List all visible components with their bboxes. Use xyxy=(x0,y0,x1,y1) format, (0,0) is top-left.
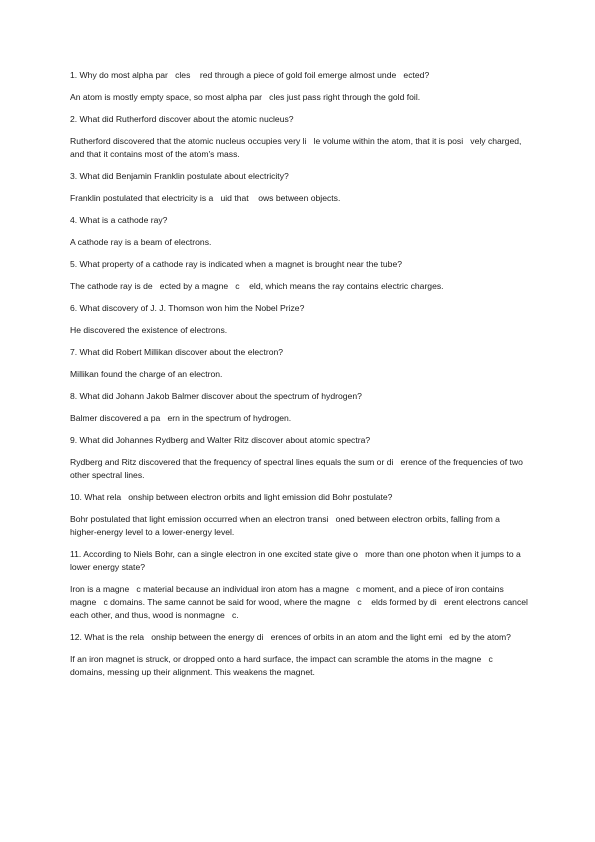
question-2: 2. What did Rutherford discover about the atomic nucleus? xyxy=(70,114,294,124)
answer-2: Rutherford discovered that the atomic nucleus occupies very li le volume within the atom, that it is posi vely charged, and that it contains most of the atom's mass. xyxy=(70,136,522,159)
qa-item-4 xyxy=(70,214,528,249)
qa-item-2 xyxy=(70,113,528,161)
answer-12: If an iron magnet is struck, or dropped onto a hard surface, the impact can scramble the atoms in the magne c domains, messing up their alignment. This weakens the magnet. xyxy=(70,654,493,677)
qa-item-1 xyxy=(70,69,528,104)
question-3: 3. What did Benjamin Franklin postulate about electricity? xyxy=(70,171,289,181)
answer-3: Franklin postulated that electricity is a uid that ows between objects. xyxy=(70,193,341,203)
question-11: 11. According to Niels Bohr, can a single electron in one excited state give o more than one photon when it jumps to a lower energy state? xyxy=(70,549,521,572)
question-9: 9. What did Johannes Rydberg and Walter Ritz discover about atomic spectra? xyxy=(70,435,371,445)
question-4: 4. What is a cathode ray? xyxy=(70,215,168,225)
document-body xyxy=(70,69,528,688)
answer-8: Balmer discovered a pa ern in the spectrum of hydrogen. xyxy=(70,413,292,423)
question-12: 12. What is the rela onship between the energy di erences of orbits in an atom and the light emi ed by the atom? xyxy=(70,632,511,642)
question-6: 6. What discovery of J. J. Thomson won him the Nobel Prize? xyxy=(70,303,305,313)
answer-4: A cathode ray is a beam of electrons. xyxy=(70,237,212,247)
answer-5: The cathode ray is de ected by a magne c eld, which means the ray contains electric charges. xyxy=(70,281,444,291)
question-1: 1. Why do most alpha par cles red through a piece of gold foil emerge almost unde ected? xyxy=(70,70,430,80)
question-8: 8. What did Johann Jakob Balmer discover about the spectrum of hydrogen? xyxy=(70,391,362,401)
answer-11: Iron is a magne c material because an individual iron atom has a magne c moment, and a piece of iron contains magne c domains. The same cannot be said for wood, where the magne c elds formed by di erent electrons cancel each other, and thus, wood is nonmagne c. xyxy=(70,584,528,620)
qa-item-5 xyxy=(70,258,528,293)
question-7: 7. What did Robert Millikan discover about the electron? xyxy=(70,347,284,357)
qa-item-9 xyxy=(70,434,528,482)
qa-item-6 xyxy=(70,302,528,337)
qa-item-3 xyxy=(70,170,528,205)
question-10: 10. What rela onship between electron orbits and light emission did Bohr postulate? xyxy=(70,492,393,502)
qa-item-8 xyxy=(70,390,528,425)
qa-item-12 xyxy=(70,631,528,679)
answer-10: Bohr postulated that light emission occurred when an electron transi oned between electron orbits, falling from a higher-energy level to a lower-energy level. xyxy=(70,514,500,537)
question-5: 5. What property of a cathode ray is indicated when a magnet is brought near the tube? xyxy=(70,259,403,269)
answer-9: Rydberg and Ritz discovered that the frequency of spectral lines equals the sum or di erence of the frequencies of two other spectral lines. xyxy=(70,457,523,480)
answer-1: An atom is mostly empty space, so most alpha par cles just pass right through the gold foil. xyxy=(70,92,421,102)
qa-item-11 xyxy=(70,548,528,622)
qa-item-7 xyxy=(70,346,528,381)
qa-item-10 xyxy=(70,491,528,539)
answer-6: He discovered the existence of electrons. xyxy=(70,325,228,335)
answer-7: Millikan found the charge of an electron. xyxy=(70,369,223,379)
